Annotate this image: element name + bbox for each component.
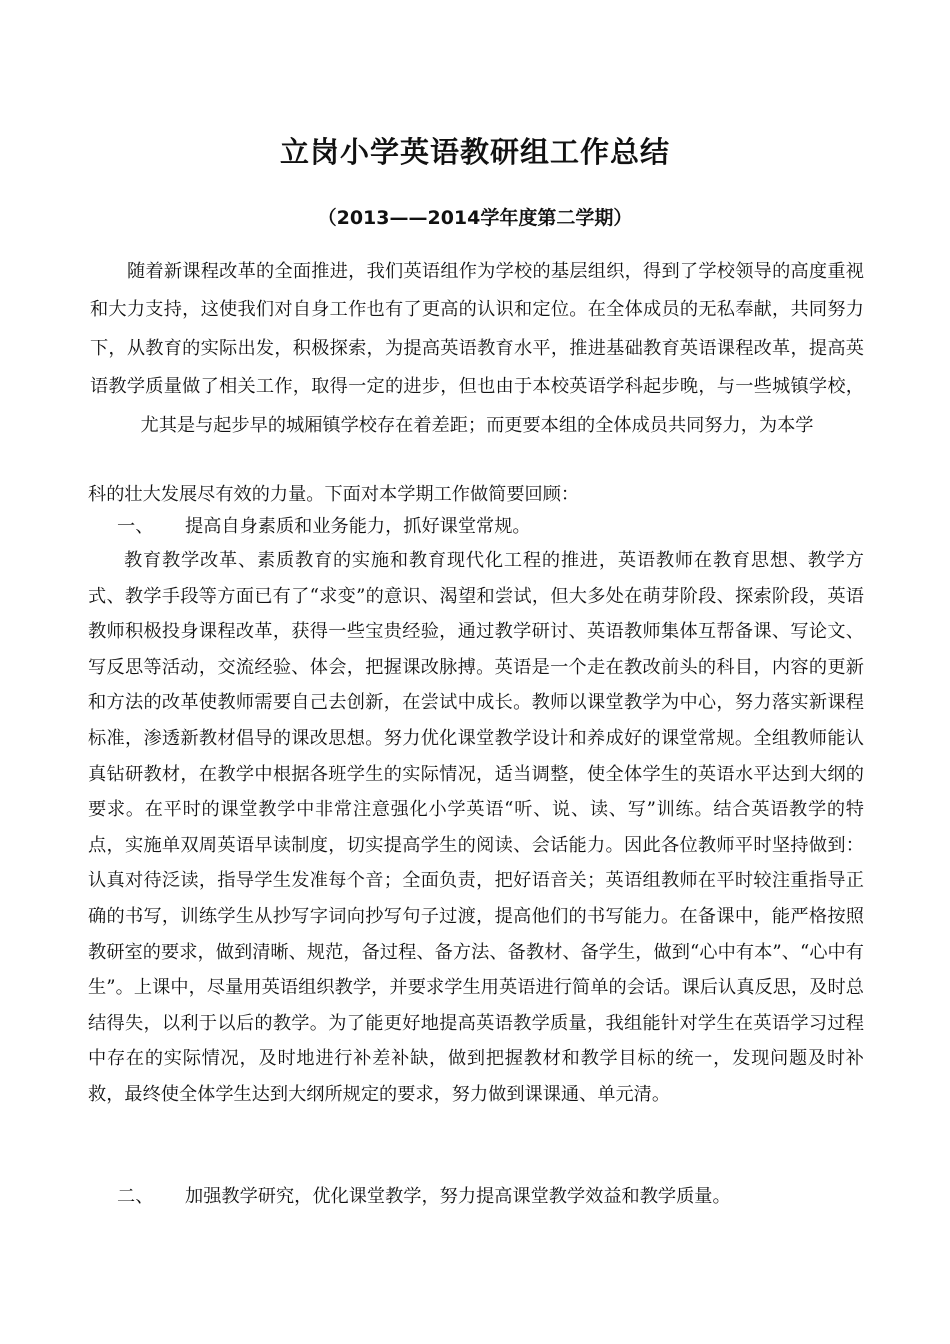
intro-paragraph-continuation: 科的壮大发展尽有效的力量。下面对本学期工作做简要回顾： (88, 484, 580, 505)
section-2-heading (117, 1183, 731, 1211)
document-title: 立岗小学英语教研组工作总结 (279, 135, 670, 169)
section-2-number: 二、 (117, 1186, 154, 1207)
document-subtitle: （2013——2014学年度第二学期） (317, 207, 633, 229)
section-2-heading-text: 加强教学研究，优化课堂教学，努力提高课堂教学效益和教学质量。 (185, 1186, 731, 1207)
section-1-heading (117, 513, 531, 541)
intro-paragraph: 随着新课程改革的全面推进，我们英语组作为学校的基层组织，得到了学校领导的高度重视和大力支持，这使我们对自身工作也有了更高的认识和定位。在全体成员的无私奉献，共同努力下，从教育的实际出发，积极探索，为提高英语教育水平，推进基础教育英语课程改革，提高英语教学质量做了相关工作，取得一定的进步，但也由于本校英语学科起步晚，与一些城镇学校，尤其是与起步早的城厢镇学校存在着差距；而更要本组的全体成员共同努力，为本学 (90, 261, 864, 436)
section-1-heading-text: 提高自身素质和业务能力，抓好课堂常规。 (185, 516, 531, 537)
section-1-number: 一、 (117, 516, 154, 537)
section-1-body: 教育教学改革、素质教育的实施和教育现代化工程的推进，英语教师在教育思想、教学方式、教学手段等方面已有了“求变”的意识、渴望和尝试，但大多处在萌芽阶段、探索阶段，英语教师积极投身课程改革，获得一些宝贵经验，通过教学研讨、英语教师集体互帮备课、写论文、写反思等活动，交流经验、体会，把握课改脉搏。英语是一个走在教改前头的科目，内容的更新和方法的改革使教师需要自己去创新，在尝试中成长。教师以课堂教学为中心，努力落实新课程标准，渗透新教材倡导的课改思想。努力优化课堂教学设计和养成好的课堂常规。全组教师能认真钻研教材，在教学中根据各班学生的实际情况，适当调整，使全体学生的英语水平达到大纲的要求。在平时的课堂教学中非常注意强化小学英语“听、说、读、写”训练。结合英语教学的特点，实施单双周英语早读制度，切实提高学生的阅读、会话能力。因此各位教师平时坚持做到：认真对待泛读，指导学生发准每个音；全面负责，把好语音关；英语组教师在平时较注重指导正确的书写，训练学生从抄写字词向抄写句子过渡，提高他们的书写能力。在备课中，能严格按照教研室的要求，做到清晰、规范，备过程、备方法、备教材、备学生，做到“心中有本”、“心中有生”。上课中，尽量用英语组织教学，并要求学生用英语进行简单的会话。课后认真反思，及时总结得失，以利于以后的教学。为了能更好地提高英语教学质量，我组能针对学生在英语学习过程中存在的实际情况，及时地进行补差补缺，做到把握教材和教学目标的统一，发现问题及时补救，最终使全体学生达到大纲所规定的要求，努力做到课课通、单元清。 (88, 550, 864, 1105)
